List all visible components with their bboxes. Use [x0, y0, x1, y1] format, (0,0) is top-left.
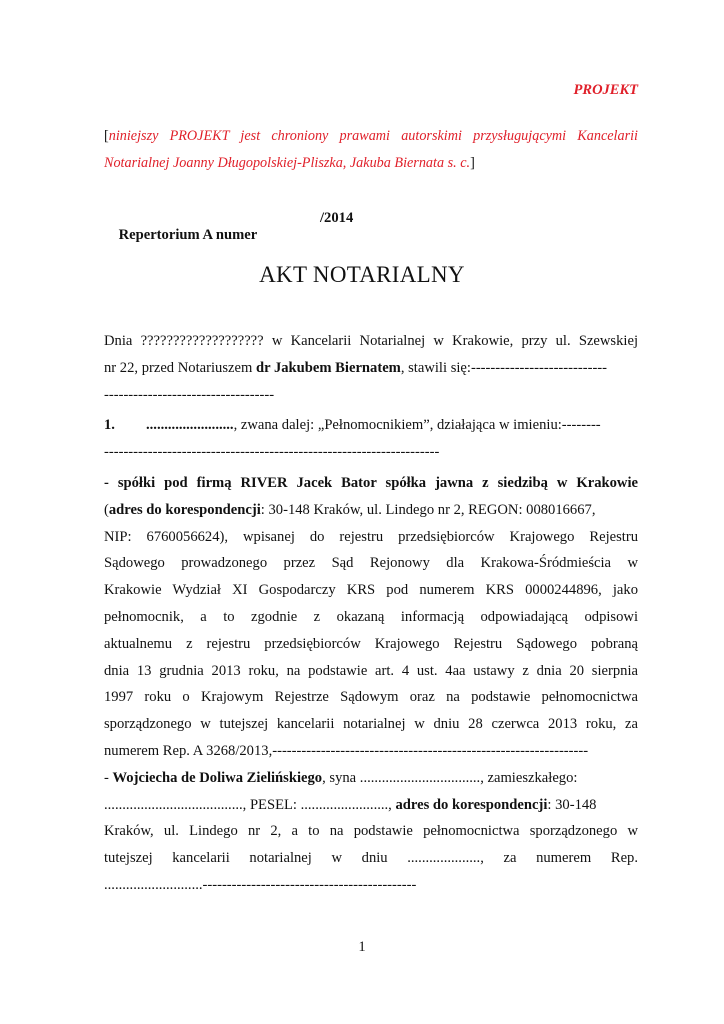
- notice-close-bracket: ]: [470, 155, 475, 171]
- notice-text: niniejszy PROJEKT jest chroniony prawami autorskimi przysługującymi Kancelarii Notarialnej Joanny Długopolskiej-Pliszka, Jakuba Biernata s. c.: [104, 128, 638, 171]
- person-line: Kraków, ul. Lindego nr 2, a to na podstawie pełnomocnictwa sporządzonego w: [104, 823, 638, 840]
- section-number: 1.: [104, 417, 115, 434]
- company-line: NIP: 6760056624), wpisanej do rejestru przedsiębiorców Krajowego Rejestru: [104, 528, 638, 545]
- person-line: ......................................, PESEL: ........................, adres do korespondencji: 30-148: [104, 796, 597, 813]
- section-1-line: 1. ........................, zwana dalej: „Pełnomocnikiem”, działająca w imieniu:--------: [104, 412, 638, 439]
- company-line: dnia 13 grudnia 2013 roku, na podstawie art. 4 ust. 4aa ustawy z dnia 20 sierpnia: [104, 662, 638, 679]
- person-line: tutejszej kancelarii notarialnej w dniu ...................., za numerem Rep.: [104, 850, 638, 867]
- notice-open-bracket: [: [104, 128, 109, 144]
- person-line: ...........................--------------------------------------------: [104, 876, 417, 893]
- projekt-label: PROJEKT: [573, 82, 638, 98]
- company-line: (adres do korespondencji: 30-148 Kraków, ul. Lindego nr 2, REGON: 008016667,: [104, 501, 596, 518]
- intro-line: -----------------------------------: [104, 386, 275, 403]
- section-1-line: ---------------------------------------------------------------------: [104, 444, 440, 461]
- company-line: - spółki pod firmą RIVER Jacek Bator spółka jawna z siedzibą w Krakowie: [104, 474, 638, 491]
- company-line: aktualnemu z rejestru przedsiębiorców Krajowego Rejestru Sądowego pobraną: [104, 635, 638, 652]
- page-number: 1: [358, 939, 366, 955]
- company-line: numerem Rep. A 3268/2013,-----------------------------------------------------------------: [104, 742, 589, 759]
- company-line: 1997 roku o Krajowym Rejestrze Sądowym oraz na podstawie pełnomocnictwa: [104, 689, 638, 706]
- notary-name: dr Jakubem Biernatem: [255, 359, 401, 376]
- person-line: - Wojciecha de Doliwa Zielińskiego, syna ................................., zamieszkałego:: [104, 769, 578, 786]
- company-line: sporządzonego w tutejszej kancelarii notarialnej w dniu 28 czerwca 2013 roku, za: [104, 716, 638, 733]
- correspondence-label: adres do korespondencji: [108, 501, 261, 518]
- document-body: [104, 328, 638, 899]
- intro-line: nr 22, przed Notariuszem dr Jakubem Biernatem, stawili się:----------------------------: [104, 359, 608, 376]
- intro-line: Dnia ??????????????????? w Kancelarii Notarialnej w Krakowie, przy ul. Szewskiej: [104, 333, 638, 349]
- correspondence-label: adres do korespondencji: [395, 796, 548, 813]
- company-line: Krakowie Wydział XI Gospodarczy KRS pod numerem KRS 0000244896, jako: [104, 582, 638, 599]
- company-line: Sądowego prowadzonego przez Sąd Rejonowy dla Krakowa-Śródmieścia w: [104, 555, 638, 572]
- attorney-name-blank: ........................: [146, 417, 234, 434]
- copyright-notice: [104, 123, 638, 177]
- person-name: Wojciecha de Doliwa Zielińskiego: [112, 769, 323, 786]
- repertorium-label: Repertorium A numer: [118, 227, 258, 243]
- repertorium-year: /2014: [320, 210, 354, 226]
- company-line: pełnomocnik, a to zgodnie z okazaną informacją odpowiadającą odpisowi: [104, 608, 638, 625]
- document-title: AKT NOTARIALNY: [259, 262, 465, 287]
